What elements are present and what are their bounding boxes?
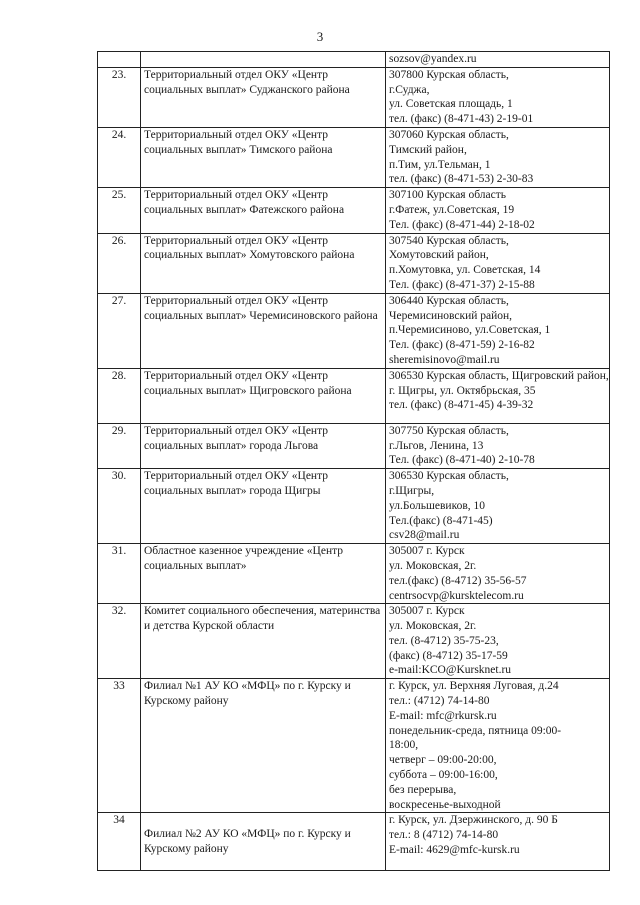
row-number-cell: 27. <box>98 293 141 368</box>
row-number-cell: 31. <box>98 544 141 604</box>
row-number-cell: 30. <box>98 469 141 544</box>
organization-name-cell <box>141 293 386 368</box>
address-cell <box>386 604 610 679</box>
address-cell <box>386 813 610 871</box>
address-line: Тел. (факс) (8-471-44) 2-18-02 <box>389 218 535 231</box>
row-number-cell <box>98 52 141 68</box>
organization-name-cell <box>141 469 386 544</box>
email-line: centrsocvp@kursktelecom.ru <box>389 589 524 602</box>
address-line: тел. (факс) (8-471-43) 2-19-01 <box>389 113 534 126</box>
address-line: 18:00, <box>389 739 419 752</box>
address-line: Тел. (факс) (8-471-59) 2-16-82 <box>389 339 535 352</box>
address-line: 305007 г. Курск <box>389 545 465 558</box>
address-cell <box>386 293 610 368</box>
table-row <box>98 604 610 679</box>
address-line: суббота – 09:00-16:00, <box>389 769 498 782</box>
address-line: 307540 Курская область, <box>389 234 509 247</box>
organization-name-cell <box>141 679 386 813</box>
address-cell <box>386 52 610 68</box>
address-line: тел.: (4712) 74-14-80 <box>389 695 490 708</box>
organization-name: Территориальный отдел ОКУ «Центр социальных выплат» Тимского района <box>144 128 333 156</box>
table-row <box>98 127 610 187</box>
address-line: г.Суджа, <box>389 83 430 96</box>
organization-name: Территориальный отдел ОКУ «Центр социальных выплат» Хомутовского района <box>144 234 355 262</box>
address-line: воскресенье-выходной <box>389 798 501 811</box>
organization-name: Филиал №1 АУ КО «МФЦ» по г. Курску и Курскому району <box>144 680 351 708</box>
row-number-cell: 26. <box>98 233 141 293</box>
address-line: п.Черемисиново, ул.Советская, 1 <box>389 324 551 337</box>
page-number: 3 <box>316 29 324 44</box>
organization-name-cell <box>141 233 386 293</box>
address-line: Черемисиновский район, <box>389 309 513 322</box>
table-row-continued <box>98 52 610 68</box>
address-cell <box>386 188 610 233</box>
organization-name-cell <box>141 52 386 68</box>
email-line: csv28@mail.ru <box>389 529 460 542</box>
row-number-cell: 32. <box>98 604 141 679</box>
address-line: п.Тим, ул.Тельман, 1 <box>389 158 491 171</box>
email-line: E-mail: 4629@mfc-kursk.ru <box>389 844 520 857</box>
address-line: г. Курск, ул. Верхняя Луговая, д.24 <box>389 680 559 693</box>
address-line: Тел.(факс) (8-471-45) <box>389 514 493 527</box>
row-number-cell: 29. <box>98 423 141 468</box>
address-line: без перерыва, <box>389 783 457 796</box>
row-number-cell: 33 <box>98 679 141 813</box>
address-line: г. Курск, ул. Дзержинского, д. 90 Б <box>389 814 558 827</box>
address-line: (факс) (8-4712) 35-17-59 <box>389 649 508 662</box>
organization-name: Комитет социального обеспечения, материнства и детства Курской области <box>144 605 381 633</box>
organization-name-cell <box>141 813 386 871</box>
organization-name: Территориальный отдел ОКУ «Центр социальных выплат» Суджанского района <box>144 68 350 96</box>
table-row <box>98 544 610 604</box>
email-line: sheremisinovo@mail.ru <box>389 353 500 366</box>
address-line: Тимский район, <box>389 143 467 156</box>
address-line: тел. (факс) (8-471-45) 4-39-32 <box>389 399 534 412</box>
address-line: тел.: 8 (4712) 74-14-80 <box>389 829 499 842</box>
table-row <box>98 188 610 233</box>
address-line: 306530 Курская область, Щигровский район, <box>389 369 609 382</box>
organization-name-cell <box>141 368 386 423</box>
address-line: г. Щигры, ул. Октябрьская, 35 <box>389 384 536 397</box>
row-number-cell: 24. <box>98 127 141 187</box>
address-cell <box>386 233 610 293</box>
address-cell <box>386 423 610 468</box>
organization-name: Территориальный отдел ОКУ «Центр социальных выплат» города Льгова <box>144 424 329 452</box>
address-line: 307750 Курская область, <box>389 424 509 437</box>
address-line: 307100 Курская область <box>389 189 506 202</box>
address-line: sozsov@yandex.ru <box>389 53 477 65</box>
address-line: понедельник-среда, пятница 09:00- <box>389 724 562 737</box>
address-line: четверг – 09:00-20:00, <box>389 754 497 767</box>
table-row <box>98 233 610 293</box>
address-line: тел. (факс) (8-471-53) 2-30-83 <box>389 173 534 186</box>
organization-name-cell <box>141 544 386 604</box>
address-cell <box>386 67 610 127</box>
address-line: 306530 Курская область, <box>389 470 509 483</box>
address-cell <box>386 368 610 423</box>
table-row <box>98 423 610 468</box>
organizations-table <box>97 51 610 871</box>
organization-name-cell <box>141 423 386 468</box>
organization-name: Филиал №2 АУ КО «МФЦ» по г. Курску и Курскому району <box>144 828 351 856</box>
address-line: ул. Моковская, 2г. <box>389 620 477 633</box>
address-line: 306440 Курская область, <box>389 294 509 307</box>
organization-name-cell <box>141 188 386 233</box>
organization-name: Территориальный отдел ОКУ «Центр социальных выплат» Щигровского района <box>144 369 352 397</box>
organization-name-cell <box>141 604 386 679</box>
organization-name: Территориальный отдел ОКУ «Центр социальных выплат» Черемисиновского района <box>144 294 378 322</box>
address-line: 307060 Курская область, <box>389 128 509 141</box>
address-line: тел.(факс) (8-4712) 35-56-57 <box>389 574 527 587</box>
address-line: г.Фатеж, ул.Советская, 19 <box>389 203 515 216</box>
organization-name-cell <box>141 127 386 187</box>
table-row <box>98 679 610 813</box>
organization-name-cell <box>141 67 386 127</box>
address-line: г.Льгов, Ленина, 13 <box>389 439 484 452</box>
address-line: 305007 г. Курск <box>389 605 465 618</box>
address-cell <box>386 544 610 604</box>
row-number-cell: 25. <box>98 188 141 233</box>
address-cell <box>386 679 610 813</box>
row-number-cell: 23. <box>98 67 141 127</box>
address-cell <box>386 127 610 187</box>
address-line: ул. Советская площадь, 1 <box>389 98 513 111</box>
cell-spacer <box>144 813 382 827</box>
table-row <box>98 368 610 423</box>
address-line: Тел. (факс) (8-471-40) 2-10-78 <box>389 454 535 467</box>
table-row <box>98 813 610 871</box>
email-line: e-mail:KCO@Kursknet.ru <box>389 664 512 677</box>
address-line: тел. (8-4712) 35-75-23, <box>389 634 499 647</box>
address-line: 307800 Курская область, <box>389 68 509 81</box>
address-line: ул.Большевиков, 10 <box>389 499 486 512</box>
address-line: Тел. (факс) (8-471-37) 2-15-88 <box>389 278 535 291</box>
table-row <box>98 293 610 368</box>
address-line: п.Хомутовка, ул. Советская, 14 <box>389 264 541 277</box>
address-cell <box>386 469 610 544</box>
organization-name: Территориальный отдел ОКУ «Центр социальных выплат» города Щигры <box>144 470 329 497</box>
address-line: ул. Моковская, 2г. <box>389 559 477 572</box>
address-line: Хомутовский район, <box>389 249 489 262</box>
table-row <box>98 469 610 544</box>
email-line: E-mail: mfc@rkursk.ru <box>389 709 497 722</box>
row-number-cell: 34 <box>98 813 141 871</box>
organization-name: Областное казенное учреждение «Центр социальных выплат» <box>144 545 344 572</box>
organization-name: Территориальный отдел ОКУ «Центр социальных выплат» Фатежского района <box>144 189 345 216</box>
address-line: г.Щигры, <box>389 484 435 497</box>
table-row <box>98 67 610 127</box>
row-number-cell: 28. <box>98 368 141 423</box>
